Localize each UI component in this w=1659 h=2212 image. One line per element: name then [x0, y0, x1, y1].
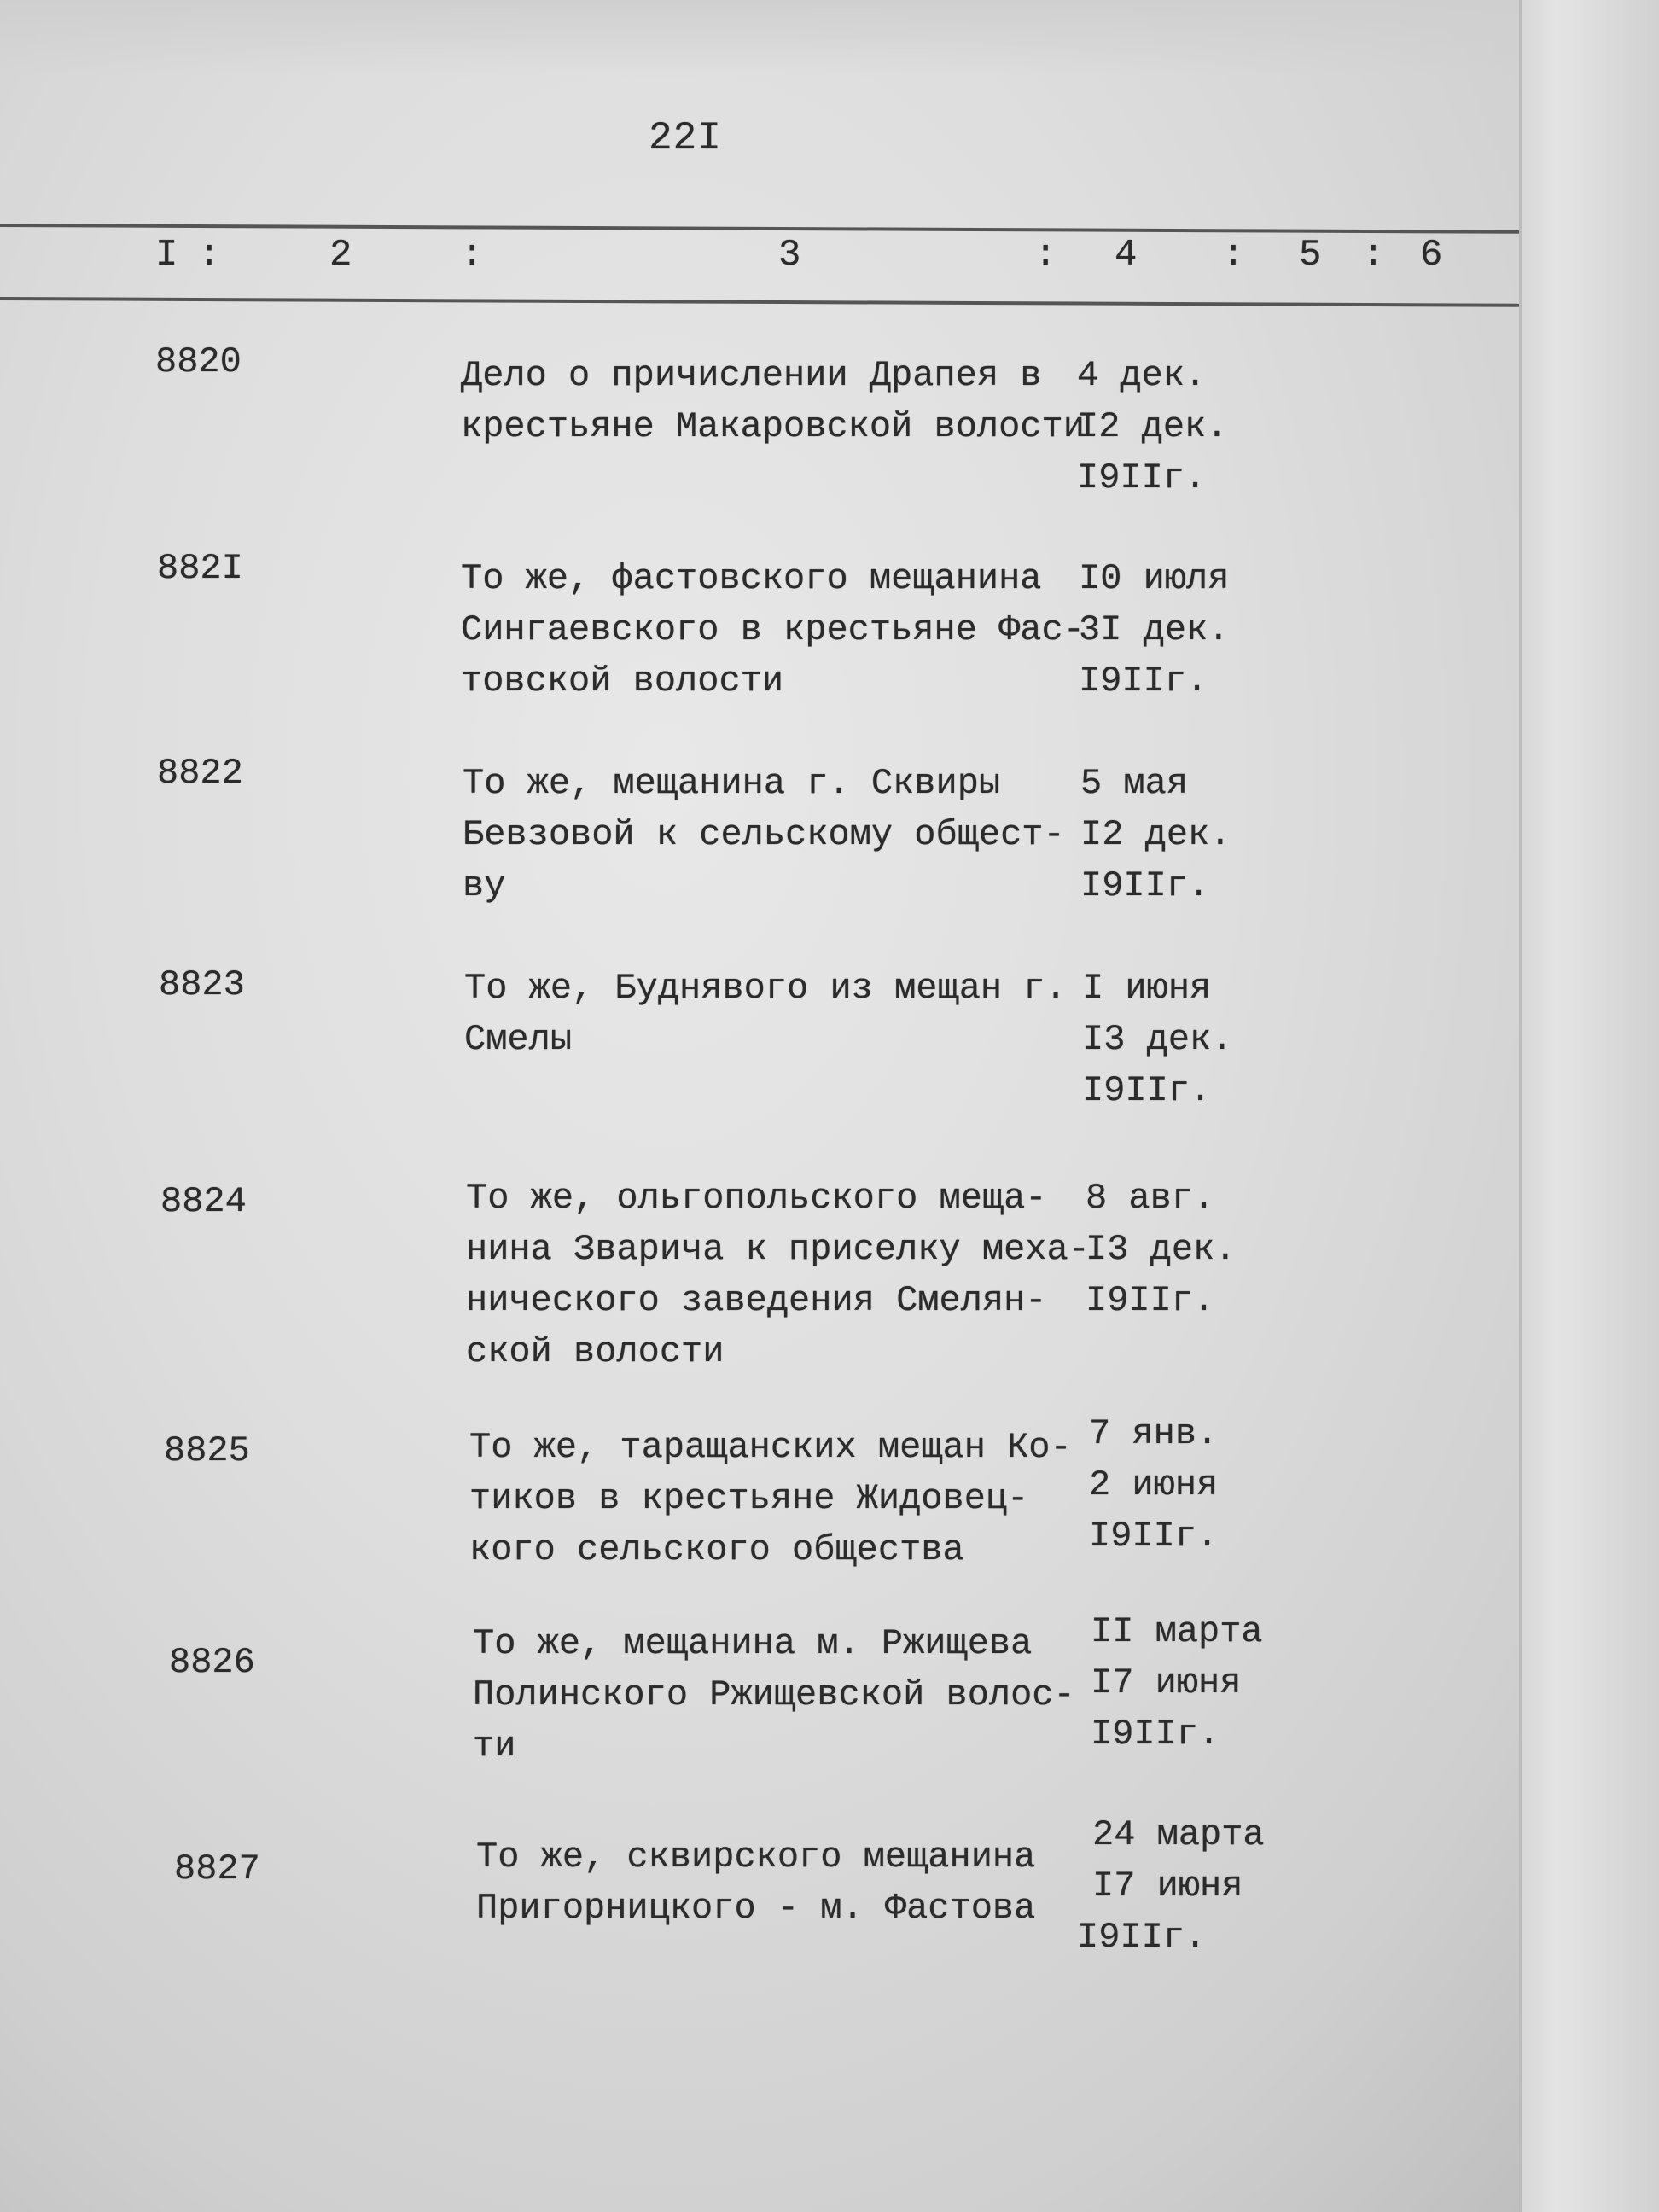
entry-year: I9IIг.: [1080, 865, 1210, 906]
entry-dates: [1082, 963, 1287, 1116]
column-separator: :: [1362, 234, 1385, 276]
entry-description: [466, 1173, 1115, 1377]
entry-date-start: 8 авг.: [1086, 1178, 1215, 1219]
entry-line: То же, мещанина м. Ржищева: [473, 1623, 1033, 1664]
entry-description: [461, 350, 1109, 452]
entry-description: [469, 1422, 1118, 1575]
entry-date-start: II марта: [1091, 1611, 1263, 1652]
entry-line: То же, таращанских мещан Ко-: [469, 1427, 1072, 1468]
entry-line: То же, сквирского мещанина: [476, 1837, 1036, 1877]
entry-date-start: 7 янв.: [1089, 1413, 1219, 1454]
page-shadow: [0, 0, 1659, 77]
header-top-rule: [0, 224, 1519, 234]
entry-line: То же, мещанина г. Сквиры: [463, 763, 1001, 804]
entry-date-end: I7 июня: [1091, 1662, 1242, 1703]
entry-line: Сингаевского в крестьяне Фас-: [461, 609, 1085, 650]
entry-year: I9IIг.: [1091, 1714, 1220, 1755]
entry-line: нина Зварича к приселку меха-: [466, 1229, 1090, 1270]
entry-date-start: 4 дек.: [1077, 355, 1207, 396]
entry-date-end: I2 дек.: [1080, 814, 1231, 855]
column-header-2: 2: [329, 234, 352, 276]
entry-line: кого сельского общества: [469, 1529, 964, 1570]
entry-dates: [1077, 1809, 1282, 1963]
entry-description: [476, 1831, 1125, 1934]
entry-number: 882I: [157, 548, 243, 589]
entry-date-start: I0 июля: [1079, 558, 1230, 599]
column-separator: :: [461, 234, 484, 276]
entry-line: товской волости: [461, 661, 784, 701]
entry-line: крестьяне Макаровской волости: [461, 406, 1085, 447]
entry-description: [464, 963, 1113, 1065]
column-header-4: 4: [1115, 234, 1138, 276]
entry-dates: [1091, 1606, 1295, 1760]
entry-line: ву: [463, 865, 506, 906]
header-bottom-rule: [0, 297, 1519, 307]
entry-line: Полинского Ржищевской волос-: [473, 1674, 1075, 1715]
entry-dates: [1079, 553, 1284, 707]
entry-line: ской волости: [466, 1331, 725, 1372]
entry-dates: [1086, 1173, 1290, 1326]
page-edge: [1519, 0, 1659, 2212]
entry-line: Пригорницкого - м. Фастова: [476, 1888, 1036, 1929]
entry-date-start: 5 мая: [1080, 763, 1189, 804]
entry-date-end: I3 дек.: [1082, 1019, 1233, 1060]
entry-year: I9IIг.: [1089, 1516, 1219, 1557]
entry-line: То же, Буднявого из мещан г.: [464, 968, 1067, 1009]
entry-date-end: 3I дек.: [1079, 609, 1230, 650]
entry-date-end: I2 дек.: [1077, 406, 1228, 447]
entry-line: тиков в крестьяне Жидовец-: [469, 1478, 1029, 1519]
entry-number: 8820: [155, 341, 242, 382]
entry-year: I9IIг.: [1086, 1280, 1215, 1321]
entry-dates: [1080, 758, 1285, 911]
column-header-1: I: [155, 234, 178, 276]
column-separator: :: [1222, 234, 1245, 276]
entry-date-end: 2 июня: [1089, 1464, 1219, 1505]
column-header-3: 3: [778, 234, 801, 276]
page-number: 22I: [649, 116, 722, 160]
entry-number: 8825: [164, 1430, 250, 1471]
entry-year: I9IIг.: [1082, 1070, 1212, 1111]
entry-description: [473, 1618, 1121, 1772]
entry-year: I9IIг.: [1077, 457, 1207, 498]
entry-description: [461, 553, 1109, 707]
entry-description: [463, 758, 1111, 911]
entry-dates: [1077, 350, 1282, 504]
entry-line: То же, фастовского мещанина: [461, 558, 1042, 599]
entry-number: 8822: [157, 753, 243, 794]
entry-number: 8827: [174, 1848, 260, 1889]
entry-date-start: 24 марта: [1092, 1814, 1265, 1855]
column-header-6: 6: [1420, 234, 1443, 276]
entry-line: То же, ольгопольского меща-: [466, 1178, 1047, 1219]
entry-date-end: I7 июня: [1092, 1866, 1243, 1906]
entry-date-end: I3 дек.: [1086, 1229, 1237, 1270]
entry-year: I9IIг.: [1077, 1917, 1207, 1958]
entry-line: нического заведения Смелян-: [466, 1280, 1047, 1321]
column-header-5: 5: [1299, 234, 1322, 276]
entry-dates: [1089, 1408, 1294, 1562]
entry-number: 8826: [169, 1642, 255, 1683]
entry-number: 8824: [160, 1181, 247, 1222]
column-separator: :: [1034, 234, 1057, 276]
entry-date-start: I июня: [1082, 968, 1212, 1009]
entry-line: Бевзовой к сельскому общест-: [463, 814, 1065, 855]
entry-number: 8823: [159, 964, 245, 1005]
entry-line: Дело о причислении Драпея в: [461, 355, 1042, 396]
entry-line: Смелы: [464, 1019, 573, 1060]
column-separator: :: [198, 234, 221, 276]
entry-line: ти: [473, 1726, 516, 1767]
entry-year: I9IIг.: [1079, 661, 1208, 701]
